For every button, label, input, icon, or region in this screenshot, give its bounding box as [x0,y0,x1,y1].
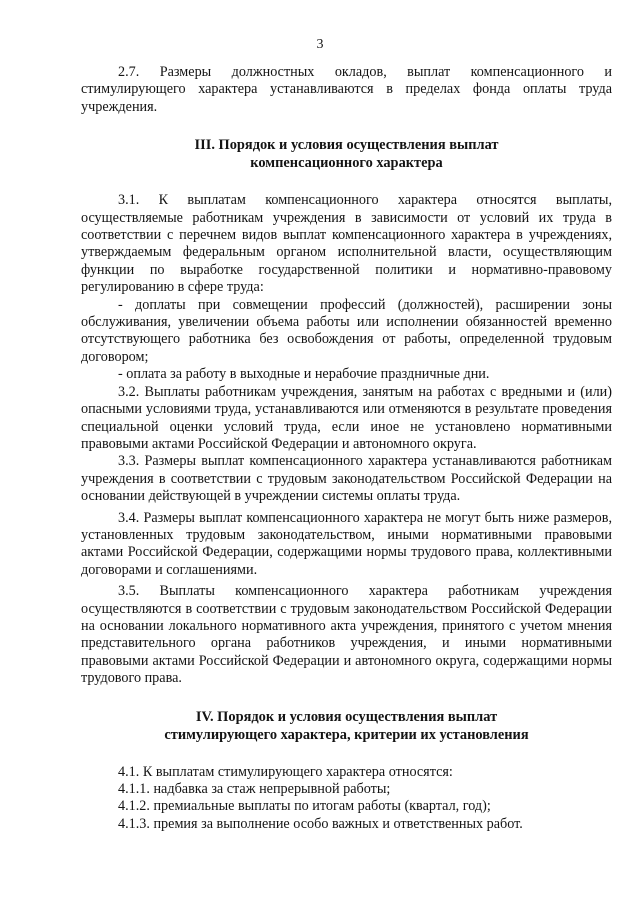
paragraph-3-2: 3.2. Выплаты работникам учреждения, занятым на работах с вредными и (или) опасными условиями труда, устанавливаются или отменяются в результате проведения специальной оценки условий труда, если иное не установлено нормативными правовыми актами Российской Федерации и автономного округа. [81,383,612,452]
section-4-title-line-1: IV. Порядок и условия осуществления выплат [195,708,498,725]
section-3-heading [81,136,612,172]
section-3-title-line-2: компенсационного характера [250,155,443,172]
paragraph-3-3: 3.3. Размеры выплат компенсационного характера устанавливаются работникам учреждения в соответствии с трудовым законодательством Российской Федерации на основании действующей в учреждении системы оплаты труда. [81,453,612,505]
section-4-title-line-2: стимулирующего характера, критерии их установления [164,726,529,743]
paragraph-3-4: 3.4. Размеры выплат компенсационного характера не могут быть ниже размеров, установленных трудовым законодательством, иными нормативными правовыми актами Российской Федерации, содержащими нормы трудового права, коллективными договорами и соглашениями. [81,509,612,578]
bullet-item-1: - доплаты при совмещении профессий (должностей), расширении зоны обслуживания, увеличении объема работы или исполнении обязанностей временно отсутствующего работника без освобождения от работы, определенной трудовым договором; [81,296,612,365]
stimulating-payments-list [81,764,612,834]
page-number: 3 [316,37,324,52]
paragraph-3-1: 3.1. К выплатам компенсационного характера относятся выплаты, осуществляемые работникам учреждения в зависимости от условий их труда в соответствии с перечнем видов выплат компенсационного характера в учреждениях, утверждаемым федеральным органом исполнительной власти, осуществляющим функции по выработке государственной политики и нормативно-правовому регулированию в сфере труда: [81,192,612,296]
list-item-4-1-1: 4.1.1. надбавка за стаж непрерывной работы; [118,781,391,797]
bullet-item-2: - оплата за работу в выходные и нерабочие праздничные дни. [118,366,490,383]
paragraph-4-1: 4.1. К выплатам стимулирующего характера относятся: [118,763,453,780]
document-body [81,64,612,833]
paragraph-3-5: 3.5. Выплаты компенсационного характера работникам учреждения осуществляются в соответствии с трудовым законодательством Российской Федерации на основании локального нормативного акта учреждения, принятого с учетом мнения представительного органа работников учреждения, и иными нормативными правовыми актами Российской Федерации и автономного округа, содержащими нормы трудового права. [81,583,612,687]
list-item-4-1-3: 4.1.3. премия за выполнение особо важных и ответственных работ. [118,815,523,832]
list-item-4-1-2: 4.1.2. премиальные выплаты по итогам работы (квартал, год); [118,798,491,815]
section-4-heading [81,708,612,744]
section-3-title-line-1: III. Порядок и условия осуществления выплат [194,137,499,154]
paragraph-2-7: 2.7. Размеры должностных окладов, выплат компенсационного и стимулирующего характера устанавливаются в пределах фонда оплаты труда учреждения. [81,64,612,115]
